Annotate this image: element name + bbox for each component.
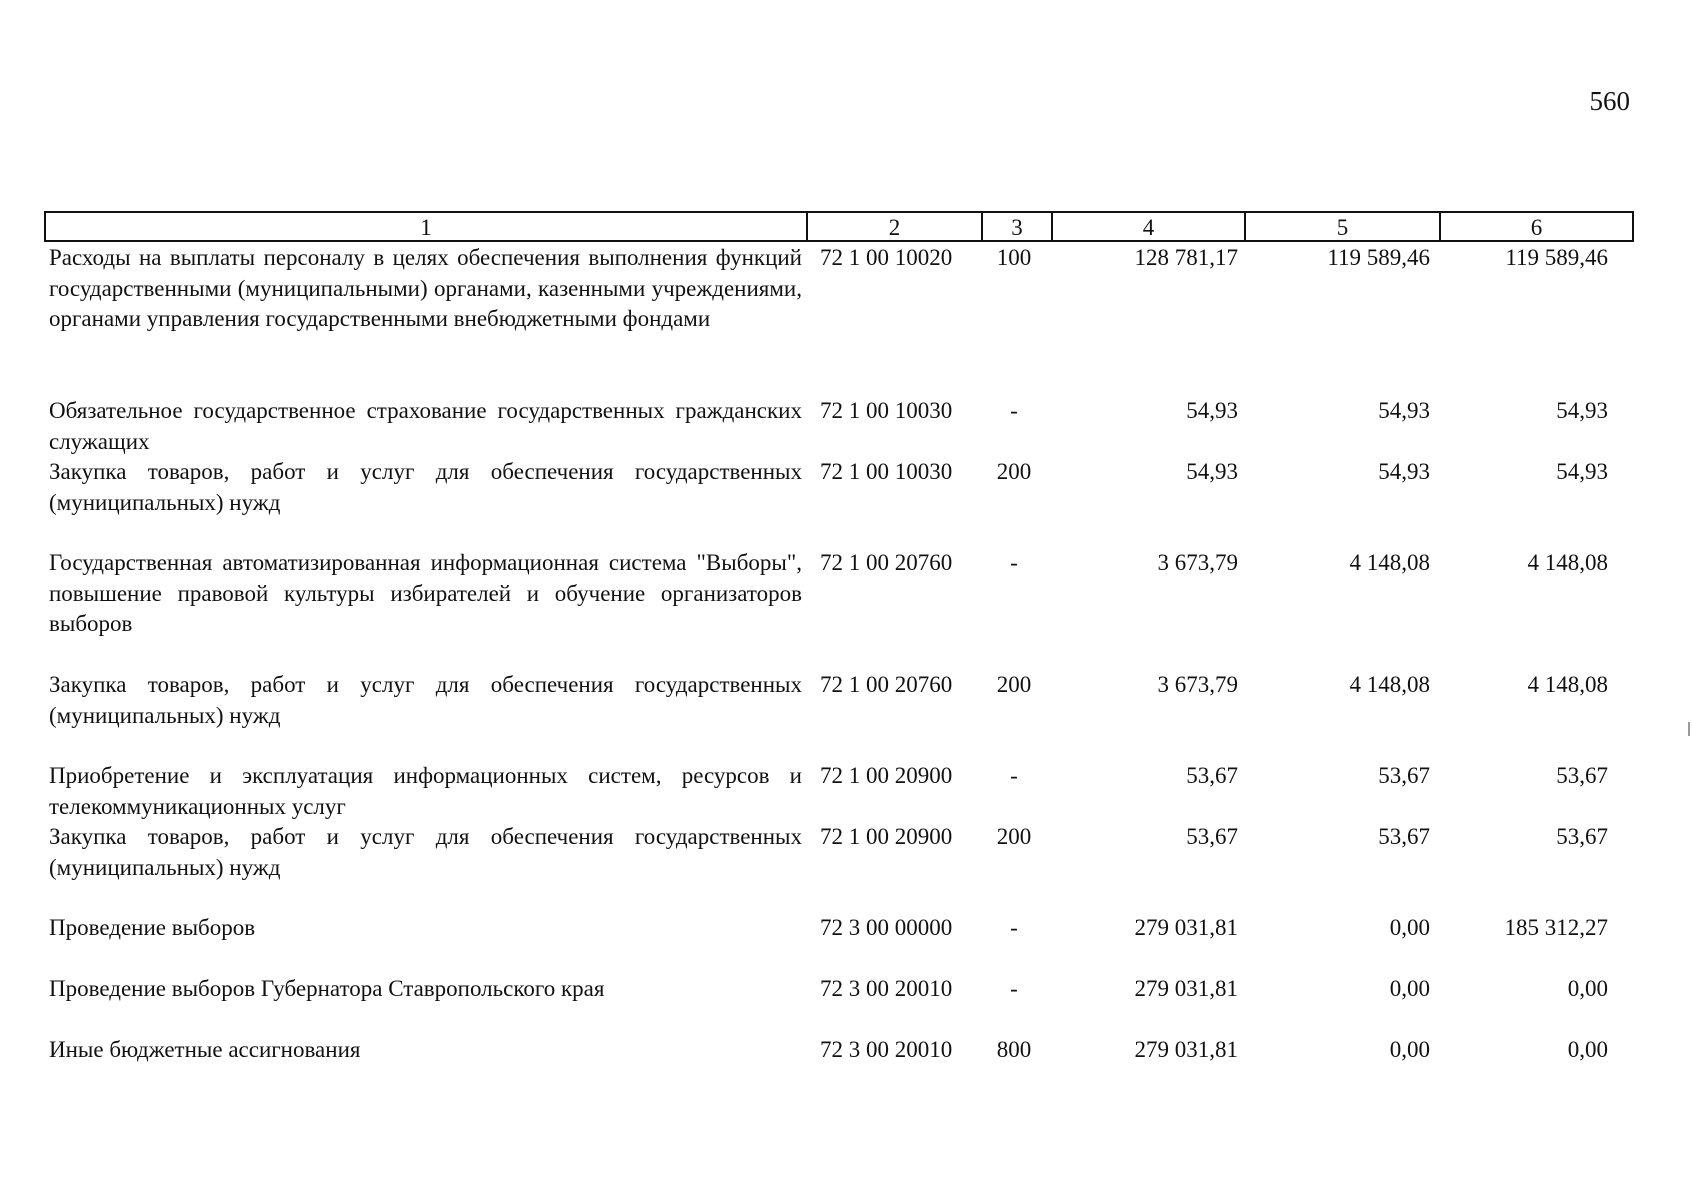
row-value-col6: 54,93 [1556,398,1608,423]
row-code: 72 3 00 20010 [820,1037,953,1062]
row-type: 200 [996,824,1032,849]
row-name: Обязательное государственное страхование государственных гражданских служащих [49,398,802,454]
row-code: 72 1 00 20900 [820,824,953,849]
row-value-col4: 279 031,81 [1134,915,1238,940]
row-value-col4: 53,67 [1186,763,1238,788]
row-name: Государственная автоматизированная информационная система "Выборы", повышение правовой культуры избирателей и обучение организаторов выборов [49,550,802,636]
header-col-4: 4 [1051,213,1244,240]
row-name: Проведение выборов [49,915,256,940]
row-value-col4: 53,67 [1186,824,1238,849]
row-value-col4: 54,93 [1186,459,1238,484]
row-value-col5: 0,00 [1389,915,1430,940]
row-code: 72 1 00 20900 [820,763,953,788]
header-col-1: 1 [420,215,432,240]
page-number: 560 [1589,86,1630,116]
row-value-col5: 54,93 [1378,459,1430,484]
row-code: 72 3 00 00000 [820,915,953,940]
row-value-col5: 0,00 [1389,976,1430,1001]
header-col-6: 6 [1439,213,1632,240]
row-value-col4: 128 781,17 [1134,245,1238,270]
row-value-col6: 54,93 [1556,459,1608,484]
row-name: Проведение выборов Губернатора Ставропольского края [49,976,605,1001]
row-value-col6: 185 312,27 [1504,915,1608,940]
header-col-2: 2 [806,213,981,240]
row-type: 200 [996,459,1032,484]
row-value-col6: 53,67 [1556,763,1608,788]
row-code: 72 1 00 20760 [820,550,953,575]
header-col-5: 5 [1244,213,1439,240]
row-value-col4: 3 673,79 [1157,672,1238,697]
row-code: 72 1 00 20760 [820,672,953,697]
row-value-col6: 0,00 [1567,1037,1608,1062]
row-name: Расходы на выплаты персоналу в целях обеспечения выполнения функций государственными (муниципальными) органами, казенными учреждениями, органами управления государственными внебюджетными фондами [49,245,802,331]
row-value-col4: 3 673,79 [1157,550,1238,575]
scan-edge-mark [1688,722,1690,736]
row-code: 72 3 00 20010 [820,976,953,1001]
row-value-col6: 53,67 [1556,824,1608,849]
row-type: - [1010,398,1018,423]
row-value-col5: 0,00 [1389,1037,1430,1062]
row-type: 200 [996,672,1032,697]
header-col-3: 3 [981,213,1051,240]
row-type: 100 [996,245,1032,270]
row-type: - [1010,976,1018,1001]
row-type: 800 [996,1037,1032,1062]
row-value-col5: 53,67 [1378,763,1430,788]
row-code: 72 1 00 10030 [820,398,953,423]
row-value-col6: 4 148,08 [1527,672,1608,697]
row-code: 72 1 00 10030 [820,459,953,484]
row-value-col4: 54,93 [1186,398,1238,423]
row-type: - [1010,550,1018,575]
row-value-col5: 4 148,08 [1349,672,1430,697]
row-type: - [1010,915,1018,940]
row-value-col5: 4 148,08 [1349,550,1430,575]
row-value-col4: 279 031,81 [1134,1037,1238,1062]
row-value-col6: 4 148,08 [1527,550,1608,575]
row-value-col6: 119 589,46 [1505,245,1608,270]
row-name: Закупка товаров, работ и услуг для обеспечения государственных (муниципальных) нужд [49,672,802,728]
row-name: Приобретение и эксплуатация информационных систем, ресурсов и телекоммуникационных услуг [49,763,802,819]
row-name: Закупка товаров, работ и услуг для обеспечения государственных (муниципальных) нужд [49,459,802,515]
row-value-col5: 54,93 [1378,398,1430,423]
row-value-col5: 53,67 [1378,824,1430,849]
row-name: Иные бюджетные ассигнования [49,1037,361,1062]
row-type: - [1010,763,1018,788]
row-name: Закупка товаров, работ и услуг для обеспечения государственных (муниципальных) нужд [49,824,802,880]
row-value-col6: 0,00 [1567,976,1608,1001]
row-code: 72 1 00 10020 [820,245,953,270]
row-value-col5: 119 589,46 [1327,245,1430,270]
row-value-col4: 279 031,81 [1134,976,1238,1001]
